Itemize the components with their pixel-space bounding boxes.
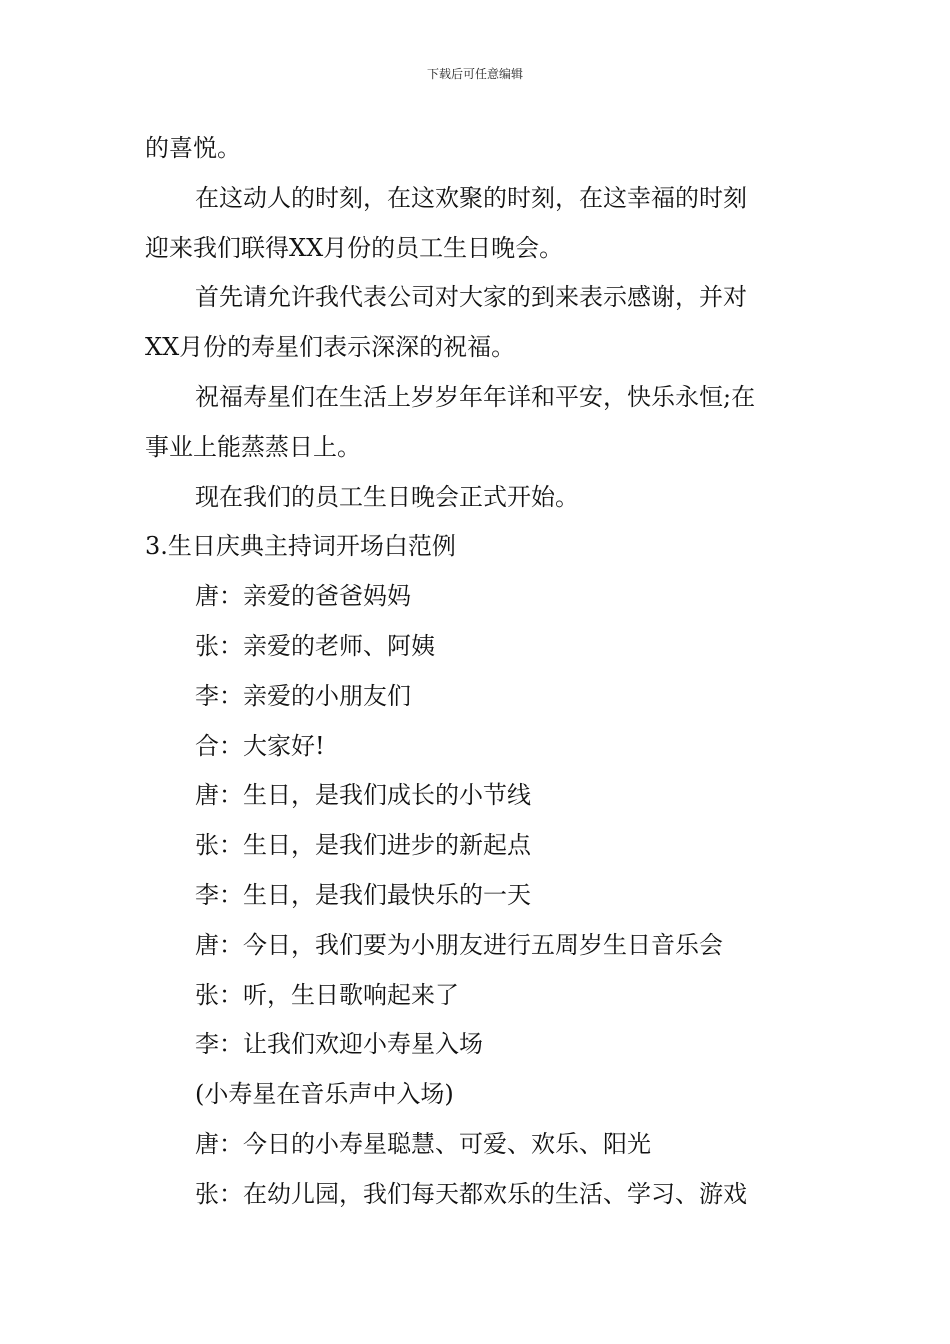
dialogue-line: 唐：生日，是我们成长的小节线	[195, 781, 531, 810]
page-header: 下载后可任意编辑	[426, 67, 523, 81]
document-body	[145, 124, 810, 1220]
dialogue-line: 张：生日，是我们进步的新起点	[195, 831, 531, 860]
dialogue-line: 唐：亲爱的爸爸妈妈	[195, 582, 411, 611]
text-line: 的喜悦。	[145, 134, 241, 162]
dialogue-line: 唐：今日，我们要为小朋友进行五周岁生日音乐会	[195, 930, 723, 959]
dialogue-line: 张：在幼儿园，我们每天都欢乐的生活、学习、游戏	[195, 1179, 747, 1208]
text-line: XX月份的寿星们表示深深的祝福。	[145, 333, 516, 362]
dialogue-line: 张：亲爱的老师、阿姨	[195, 631, 435, 660]
text-line: 首先请允许我代表公司对大家的到来表示感谢，并对	[195, 283, 747, 312]
text-line: 事业上能蒸蒸日上。	[145, 432, 361, 461]
text-line: 迎来我们联得XX月份的员工生日晚会。	[145, 233, 564, 262]
dialogue-line: 李：让我们欢迎小寿星入场	[195, 1030, 483, 1059]
text-line: 在这动人的时刻，在这欢聚的时刻，在这幸福的时刻	[195, 183, 747, 212]
dialogue-line: 合：大家好!	[195, 731, 325, 760]
dialogue-line: 张：听，生日歌响起来了	[195, 980, 459, 1009]
section-heading: 3.生日庆典主持词开场白范例	[145, 532, 456, 561]
dialogue-line: 李：生日，是我们最快乐的一天	[195, 880, 531, 909]
dialogue-line: 唐：今日的小寿星聪慧、可爱、欢乐、阳光	[195, 1129, 651, 1158]
text-line: 现在我们的员工生日晚会正式开始。	[195, 482, 579, 511]
stage-direction: (小寿星在音乐声中入场)	[195, 1080, 454, 1109]
dialogue-line: 李：亲爱的小朋友们	[195, 681, 411, 710]
text-line: 祝福寿星们在生活上岁岁年年详和平安，快乐永恒;在	[195, 382, 756, 411]
